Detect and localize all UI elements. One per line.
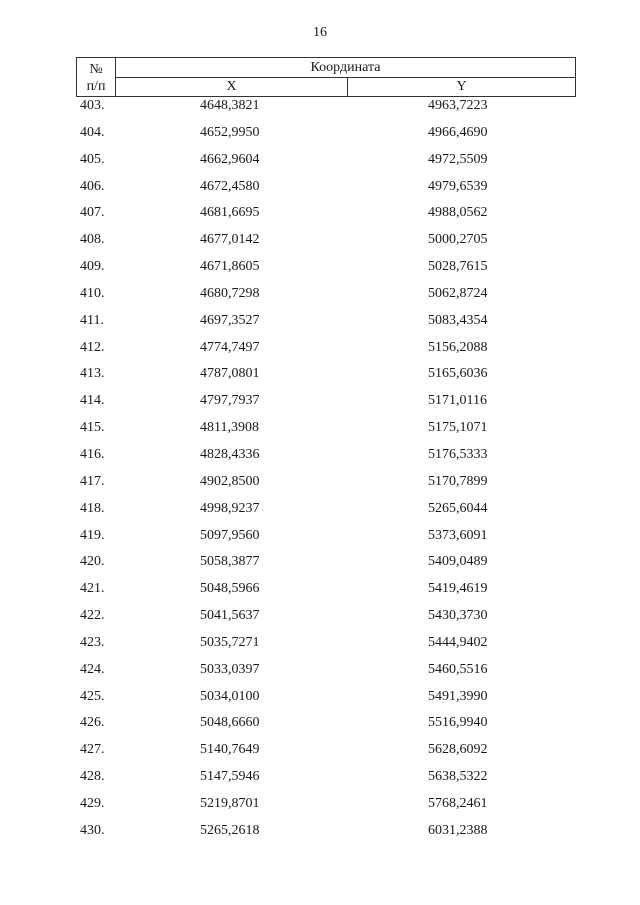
row-number: 418. <box>80 500 105 516</box>
row-y-value: 5768,2461 <box>428 795 488 811</box>
row-y-value: 5373,6091 <box>428 527 488 543</box>
row-x-value: 4681,6695 <box>200 205 260 221</box>
header-number-symbol: № <box>89 62 103 77</box>
row-y-value: 6031,2388 <box>428 822 488 838</box>
table-row <box>76 634 576 661</box>
row-x-value: 4652,9950 <box>200 124 260 140</box>
row-x-value: 4672,4580 <box>200 178 260 194</box>
row-y-value: 5176,5333 <box>428 446 488 462</box>
table-row <box>76 258 576 285</box>
row-y-value: 5491,3990 <box>428 688 488 704</box>
row-y-value: 5419,4619 <box>428 581 488 597</box>
table-row <box>76 500 576 527</box>
row-y-value: 5444,9402 <box>428 634 488 650</box>
row-y-value: 4979,6539 <box>428 178 488 194</box>
table-row <box>76 822 576 849</box>
table-row <box>76 473 576 500</box>
row-number: 408. <box>80 232 105 248</box>
row-y-value: 5000,2705 <box>428 232 488 248</box>
row-number: 424. <box>80 661 105 677</box>
row-number: 428. <box>80 769 105 785</box>
row-x-value: 4662,9604 <box>200 151 260 167</box>
row-y-value: 4966,4690 <box>428 124 488 140</box>
table-row <box>76 688 576 715</box>
row-x-value: 4648,3821 <box>200 98 260 113</box>
row-x-value: 4671,8605 <box>200 259 260 275</box>
table-row <box>76 661 576 688</box>
row-number: 414. <box>80 393 105 409</box>
row-number: 407. <box>80 205 105 221</box>
table-row <box>76 607 576 634</box>
row-number: 409. <box>80 259 105 275</box>
row-number: 413. <box>80 366 105 382</box>
row-x-value: 4797,7937 <box>200 393 260 409</box>
table-row <box>76 97 576 124</box>
table-row <box>76 204 576 231</box>
row-x-value: 4787,0801 <box>200 366 260 382</box>
row-y-value: 5628,6092 <box>428 742 488 758</box>
table-row <box>76 392 576 419</box>
row-number: 412. <box>80 339 105 355</box>
table-row <box>76 151 576 178</box>
row-number: 421. <box>80 581 105 597</box>
row-number: 410. <box>80 285 105 301</box>
table-row <box>76 124 576 151</box>
row-x-value: 5041,5637 <box>200 608 260 624</box>
row-x-value: 5140,7649 <box>200 742 260 758</box>
row-y-value: 4972,5509 <box>428 151 488 167</box>
row-y-value: 5171,0116 <box>428 393 487 409</box>
table-row <box>76 312 576 339</box>
table-row <box>76 285 576 312</box>
row-y-value: 5062,8724 <box>428 285 488 301</box>
row-number: 405. <box>80 151 105 167</box>
row-y-value: 5175,1071 <box>428 420 488 436</box>
header-number-abbrev: п/п <box>86 79 106 94</box>
row-y-value: 4963,7223 <box>428 98 488 113</box>
table-row <box>76 527 576 554</box>
table-row <box>76 419 576 446</box>
row-y-value: 5409,0489 <box>428 554 488 570</box>
row-y-value: 5156,2088 <box>428 339 488 355</box>
row-x-value: 4774,7497 <box>200 339 260 355</box>
page-number: 16 <box>313 25 327 40</box>
row-y-value: 5265,6044 <box>428 500 488 516</box>
header-x: X <box>116 78 348 96</box>
table-row <box>76 178 576 205</box>
table-row <box>76 795 576 822</box>
row-number: 416. <box>80 446 105 462</box>
row-number: 423. <box>80 634 105 650</box>
table-row <box>76 580 576 607</box>
table-row <box>76 553 576 580</box>
table-row <box>76 741 576 768</box>
row-x-value: 5147,5946 <box>200 769 260 785</box>
row-x-value: 5058,3877 <box>200 554 260 570</box>
row-x-value: 5034,0100 <box>200 688 260 704</box>
row-x-value: 4998,9237 <box>200 500 260 516</box>
row-number: 425. <box>80 688 105 704</box>
row-x-value: 4811,3908 <box>200 420 259 436</box>
row-number: 430. <box>80 822 105 838</box>
header-number-column <box>77 58 116 96</box>
row-x-value: 5035,7271 <box>200 634 260 650</box>
row-number: 429. <box>80 795 105 811</box>
table-header <box>76 57 576 97</box>
table-row <box>76 365 576 392</box>
row-x-value: 4697,3527 <box>200 312 260 328</box>
row-number: 403. <box>80 98 105 113</box>
table-body <box>76 97 576 849</box>
row-number: 417. <box>80 473 105 489</box>
row-number: 422. <box>80 608 105 624</box>
row-x-value: 4677,0142 <box>200 232 260 248</box>
header-coordinate: Координата <box>116 58 575 78</box>
row-y-value: 5430,3730 <box>428 608 488 624</box>
row-y-value: 5638,5322 <box>428 769 488 785</box>
row-number: 404. <box>80 124 105 140</box>
row-y-value: 5170,7899 <box>428 473 488 489</box>
row-number: 406. <box>80 178 105 194</box>
row-x-value: 5033,0397 <box>200 661 260 677</box>
row-y-value: 4988,0562 <box>428 205 488 221</box>
row-x-value: 5048,6660 <box>200 715 260 731</box>
table-row <box>76 339 576 366</box>
row-x-value: 4680,7298 <box>200 285 260 301</box>
table-row <box>76 714 576 741</box>
row-y-value: 5460,5516 <box>428 661 488 677</box>
row-number: 419. <box>80 527 105 543</box>
row-x-value: 5265,2618 <box>200 822 260 838</box>
row-number: 415. <box>80 420 105 436</box>
row-x-value: 4902,8500 <box>200 473 260 489</box>
table-row <box>76 768 576 795</box>
row-number: 411. <box>80 312 104 328</box>
row-y-value: 5083,4354 <box>428 312 488 328</box>
table-row <box>76 446 576 473</box>
row-number: 427. <box>80 742 105 758</box>
row-x-value: 5048,5966 <box>200 581 260 597</box>
row-y-value: 5165,6036 <box>428 366 488 382</box>
row-number: 426. <box>80 715 105 731</box>
row-x-value: 4828,4336 <box>200 446 260 462</box>
row-x-value: 5097,9560 <box>200 527 260 543</box>
header-y: Y <box>456 79 467 94</box>
table-row <box>76 231 576 258</box>
row-y-value: 5028,7615 <box>428 259 488 275</box>
row-x-value: 5219,8701 <box>200 795 260 811</box>
row-number: 420. <box>80 554 105 570</box>
row-y-value: 5516,9940 <box>428 715 488 731</box>
